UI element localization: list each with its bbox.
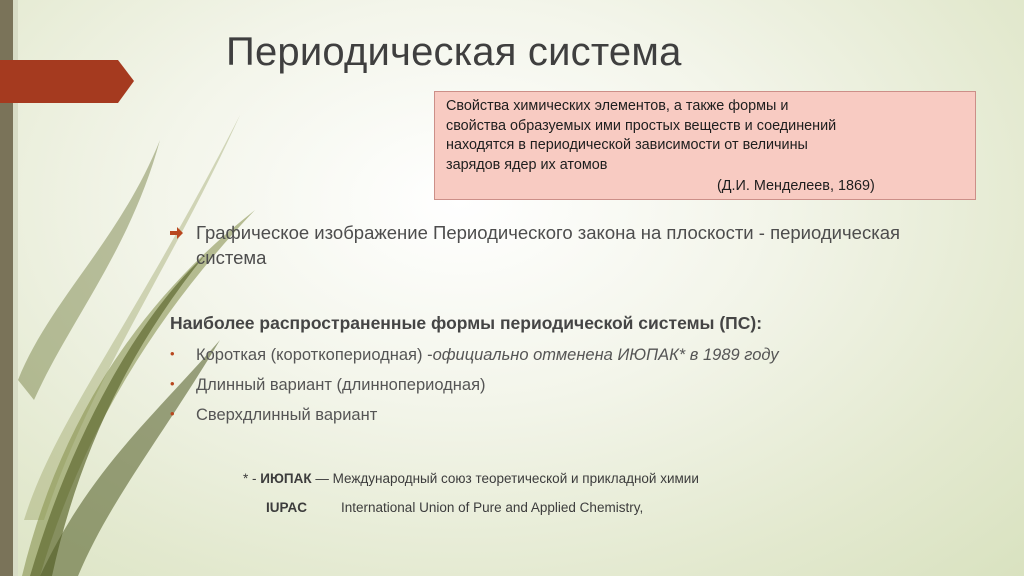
title-accent-arrow [0, 60, 134, 103]
bullet-dot-icon: • [170, 406, 175, 421]
list-item [170, 376, 486, 395]
main-point-text: Графическое изображение Периодического закона на плоскости - периодическая система [196, 222, 901, 268]
quote-line-3: находятся в периодической зависимости от величины [446, 137, 808, 153]
footnote-text-en: International Union of Pure and Applied Chemistry, [341, 500, 644, 515]
list-item [170, 406, 377, 425]
footnote-iupac-en [266, 500, 643, 515]
list-item-text: Длинный вариант (длиннопериодная) [196, 376, 486, 394]
quote-author: (Д.И. Менделеев, 1869) [717, 178, 875, 194]
slide-title: Периодическая система [226, 30, 682, 74]
footnote-abbr-en: IUPAC [266, 500, 308, 515]
bullet-dot-icon: • [170, 346, 175, 361]
quote-line-4: зарядов ядер их атомов [446, 156, 608, 173]
list-item [170, 346, 779, 365]
footnote-prefix: * - [243, 471, 261, 486]
bullet-dot-icon: • [170, 376, 175, 391]
quote-line-2: свойства образуемых ими простых веществ и соединений [446, 117, 837, 134]
list-item-note: официально отменена ИЮПАК* в 1989 году [432, 346, 779, 364]
footnote-text-ru: — Международный союз теоретической и прикладной химии [311, 471, 699, 486]
footnote-iupac-ru [243, 471, 699, 486]
list-item-text: Сверхдлинный вариант [196, 406, 378, 424]
forms-subheading: Наиболее распространенные формы периодической системы (ПС): [170, 313, 763, 333]
footnote-abbr-ru: ИЮПАК [260, 471, 312, 486]
list-item-text: Короткая (короткопериодная) - [196, 346, 433, 364]
quote-line-1: Свойства химических элементов, а также формы и [446, 98, 789, 114]
definition-quote-box [434, 91, 976, 200]
arrow-right-icon [170, 227, 183, 239]
